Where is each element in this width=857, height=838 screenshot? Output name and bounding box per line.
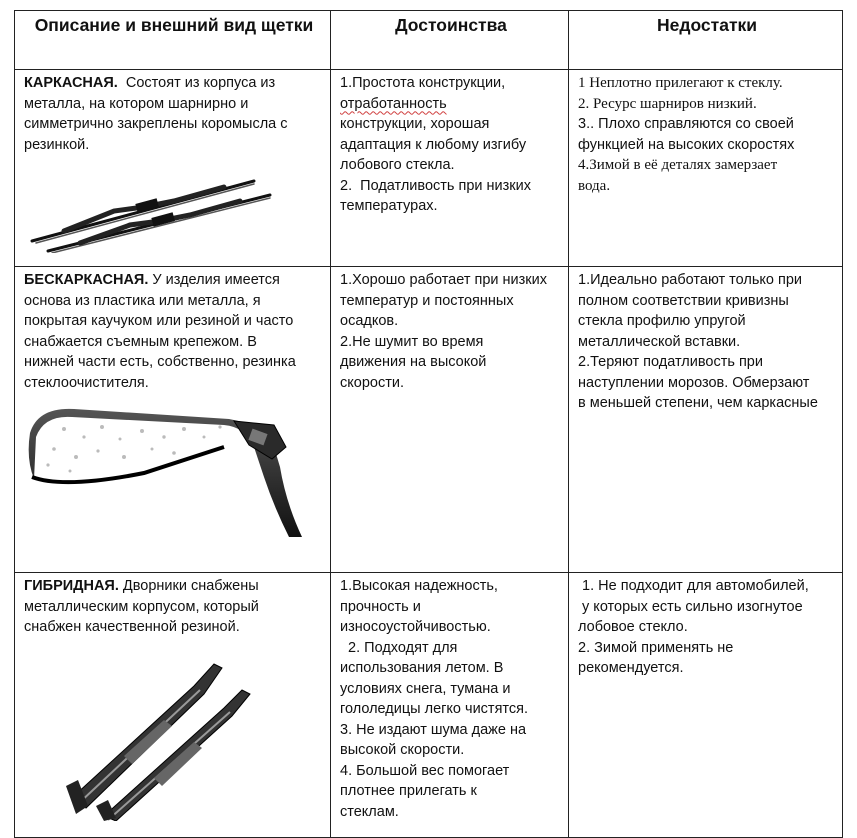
- description-cell: [15, 573, 331, 838]
- cons-line: рекомендуется.: [578, 660, 684, 676]
- table-row-hybrid: [15, 573, 843, 838]
- pros-line: температурах.: [340, 198, 438, 214]
- pros-line: осадков.: [340, 313, 399, 329]
- pros-line: 4. Большой вес помогает: [340, 762, 510, 779]
- cons-line: 4.Зимой в её деталях замерзает: [578, 157, 778, 173]
- disadvantages-cell: [569, 70, 843, 267]
- advantages-cell: [331, 267, 569, 573]
- pros-line: 2. Податливость при низких: [340, 177, 531, 194]
- desc-line: симметрично закреплены коромысла с: [24, 116, 288, 132]
- cons-line: 2. Ресурс шарниров низкий.: [578, 95, 757, 112]
- desc-line: снабжен качественной резиной.: [24, 619, 240, 635]
- desc-line: металлическим корпусом, который: [24, 598, 259, 615]
- pros-line: стеклам.: [340, 803, 399, 820]
- pros-line: отработанность: [340, 95, 447, 112]
- desc-line: стеклоочистителя.: [24, 374, 149, 391]
- cons-line: 1.Идеально работают только при: [578, 272, 803, 288]
- desc-line: покрытая каучуком или резиной и часто: [24, 313, 294, 329]
- pros-line: движения на высокой: [340, 354, 487, 370]
- desc-line: Состоят из корпуса из: [117, 75, 276, 91]
- pros-line: температур и постоянных: [340, 292, 514, 309]
- desc-line: нижней части есть, собственно, резинка: [24, 354, 296, 370]
- description-cell: [15, 70, 331, 267]
- advantages-cell: [331, 573, 569, 838]
- desc-line: резинкой.: [24, 136, 90, 153]
- pros-line: 1.Высокая надежность,: [340, 578, 498, 594]
- pros-line: адаптация к любому изгибу: [340, 136, 527, 153]
- desc-line: Дворники снабжены: [118, 578, 259, 594]
- wiper-comparison-table: [14, 10, 843, 838]
- advantages-cell: [331, 70, 569, 267]
- desc-line: снабжается съемным крепежом. В: [24, 333, 257, 350]
- cons-line: металлической вставки.: [578, 333, 741, 350]
- pros-line: конструкции, хорошая: [340, 116, 490, 132]
- pros-line: плотнее прилегать к: [340, 783, 477, 799]
- desc-line: У изделия имеется: [148, 272, 280, 288]
- header-row: [15, 11, 843, 70]
- cons-line: 2.Теряют податливость при: [578, 354, 763, 370]
- pros-line: 1.Простота конструкции,: [340, 75, 506, 91]
- cons-line: стекла профилю упругой: [578, 313, 746, 329]
- disadvantages-cell: [569, 573, 843, 838]
- frame-wiper-blade-icon: [24, 163, 274, 253]
- cons-line: вода.: [578, 177, 611, 194]
- cons-line: полном соответствии кривизны: [578, 292, 789, 309]
- frameless-wiper-blade-icon: [24, 407, 314, 542]
- pros-line: износоустойчивостью.: [340, 619, 491, 635]
- cons-line: функцией на высоких скоростях: [578, 136, 795, 153]
- hybrid-wiper-blade-icon: [64, 646, 264, 821]
- description-cell: [15, 267, 331, 573]
- header-description: Описание и внешний вид щетки: [15, 11, 331, 70]
- header-disadvantages: Недостатки: [569, 11, 843, 70]
- pros-line: 2. Подходят для: [340, 639, 458, 656]
- cons-line: 1 Неплотно прилегают к стеклу.: [578, 75, 783, 91]
- pros-line: 3. Не издают шума даже на: [340, 721, 527, 738]
- cons-line: наступлении морозов. Обмерзают: [578, 374, 810, 391]
- desc-line: металла, на котором шарнирно и: [24, 95, 249, 112]
- pros-line: прочность и: [340, 598, 421, 615]
- pros-line: скорости.: [340, 374, 404, 391]
- pros-line: 1.Хорошо работает при низких: [340, 272, 547, 288]
- cons-line: 2. Зимой применять не: [578, 639, 734, 656]
- cons-line: 3.. Плохо справляются со своей: [578, 116, 794, 132]
- pros-line: использования летом. В: [340, 660, 504, 676]
- pros-line: 2.Не шумит во время: [340, 333, 484, 350]
- disadvantages-cell: [569, 267, 843, 573]
- pros-line: высокой скорости.: [340, 742, 465, 758]
- cons-line: лобовое стекло.: [578, 619, 688, 635]
- table-row-frame: [15, 70, 843, 267]
- desc-line: основа из пластика или металла, я: [24, 292, 261, 309]
- row-title: БЕСКАРКАСНАЯ.: [24, 272, 149, 288]
- cons-line: в меньшей степени, чем каркасные: [578, 395, 818, 411]
- cons-line: 1. Не подходит для автомобилей,: [578, 578, 809, 594]
- pros-line: условиях снега, тумана и: [340, 680, 511, 697]
- pros-line: гололедицы легко чистятся.: [340, 701, 529, 717]
- row-title: КАРКАСНАЯ.: [24, 75, 118, 91]
- table-row-frameless: [15, 267, 843, 573]
- row-title: ГИБРИДНАЯ.: [24, 578, 119, 594]
- header-advantages: Достоинства: [331, 11, 569, 70]
- cons-line: у которых есть сильно изогнутое: [578, 598, 803, 615]
- pros-line: лобового стекла.: [340, 157, 455, 173]
